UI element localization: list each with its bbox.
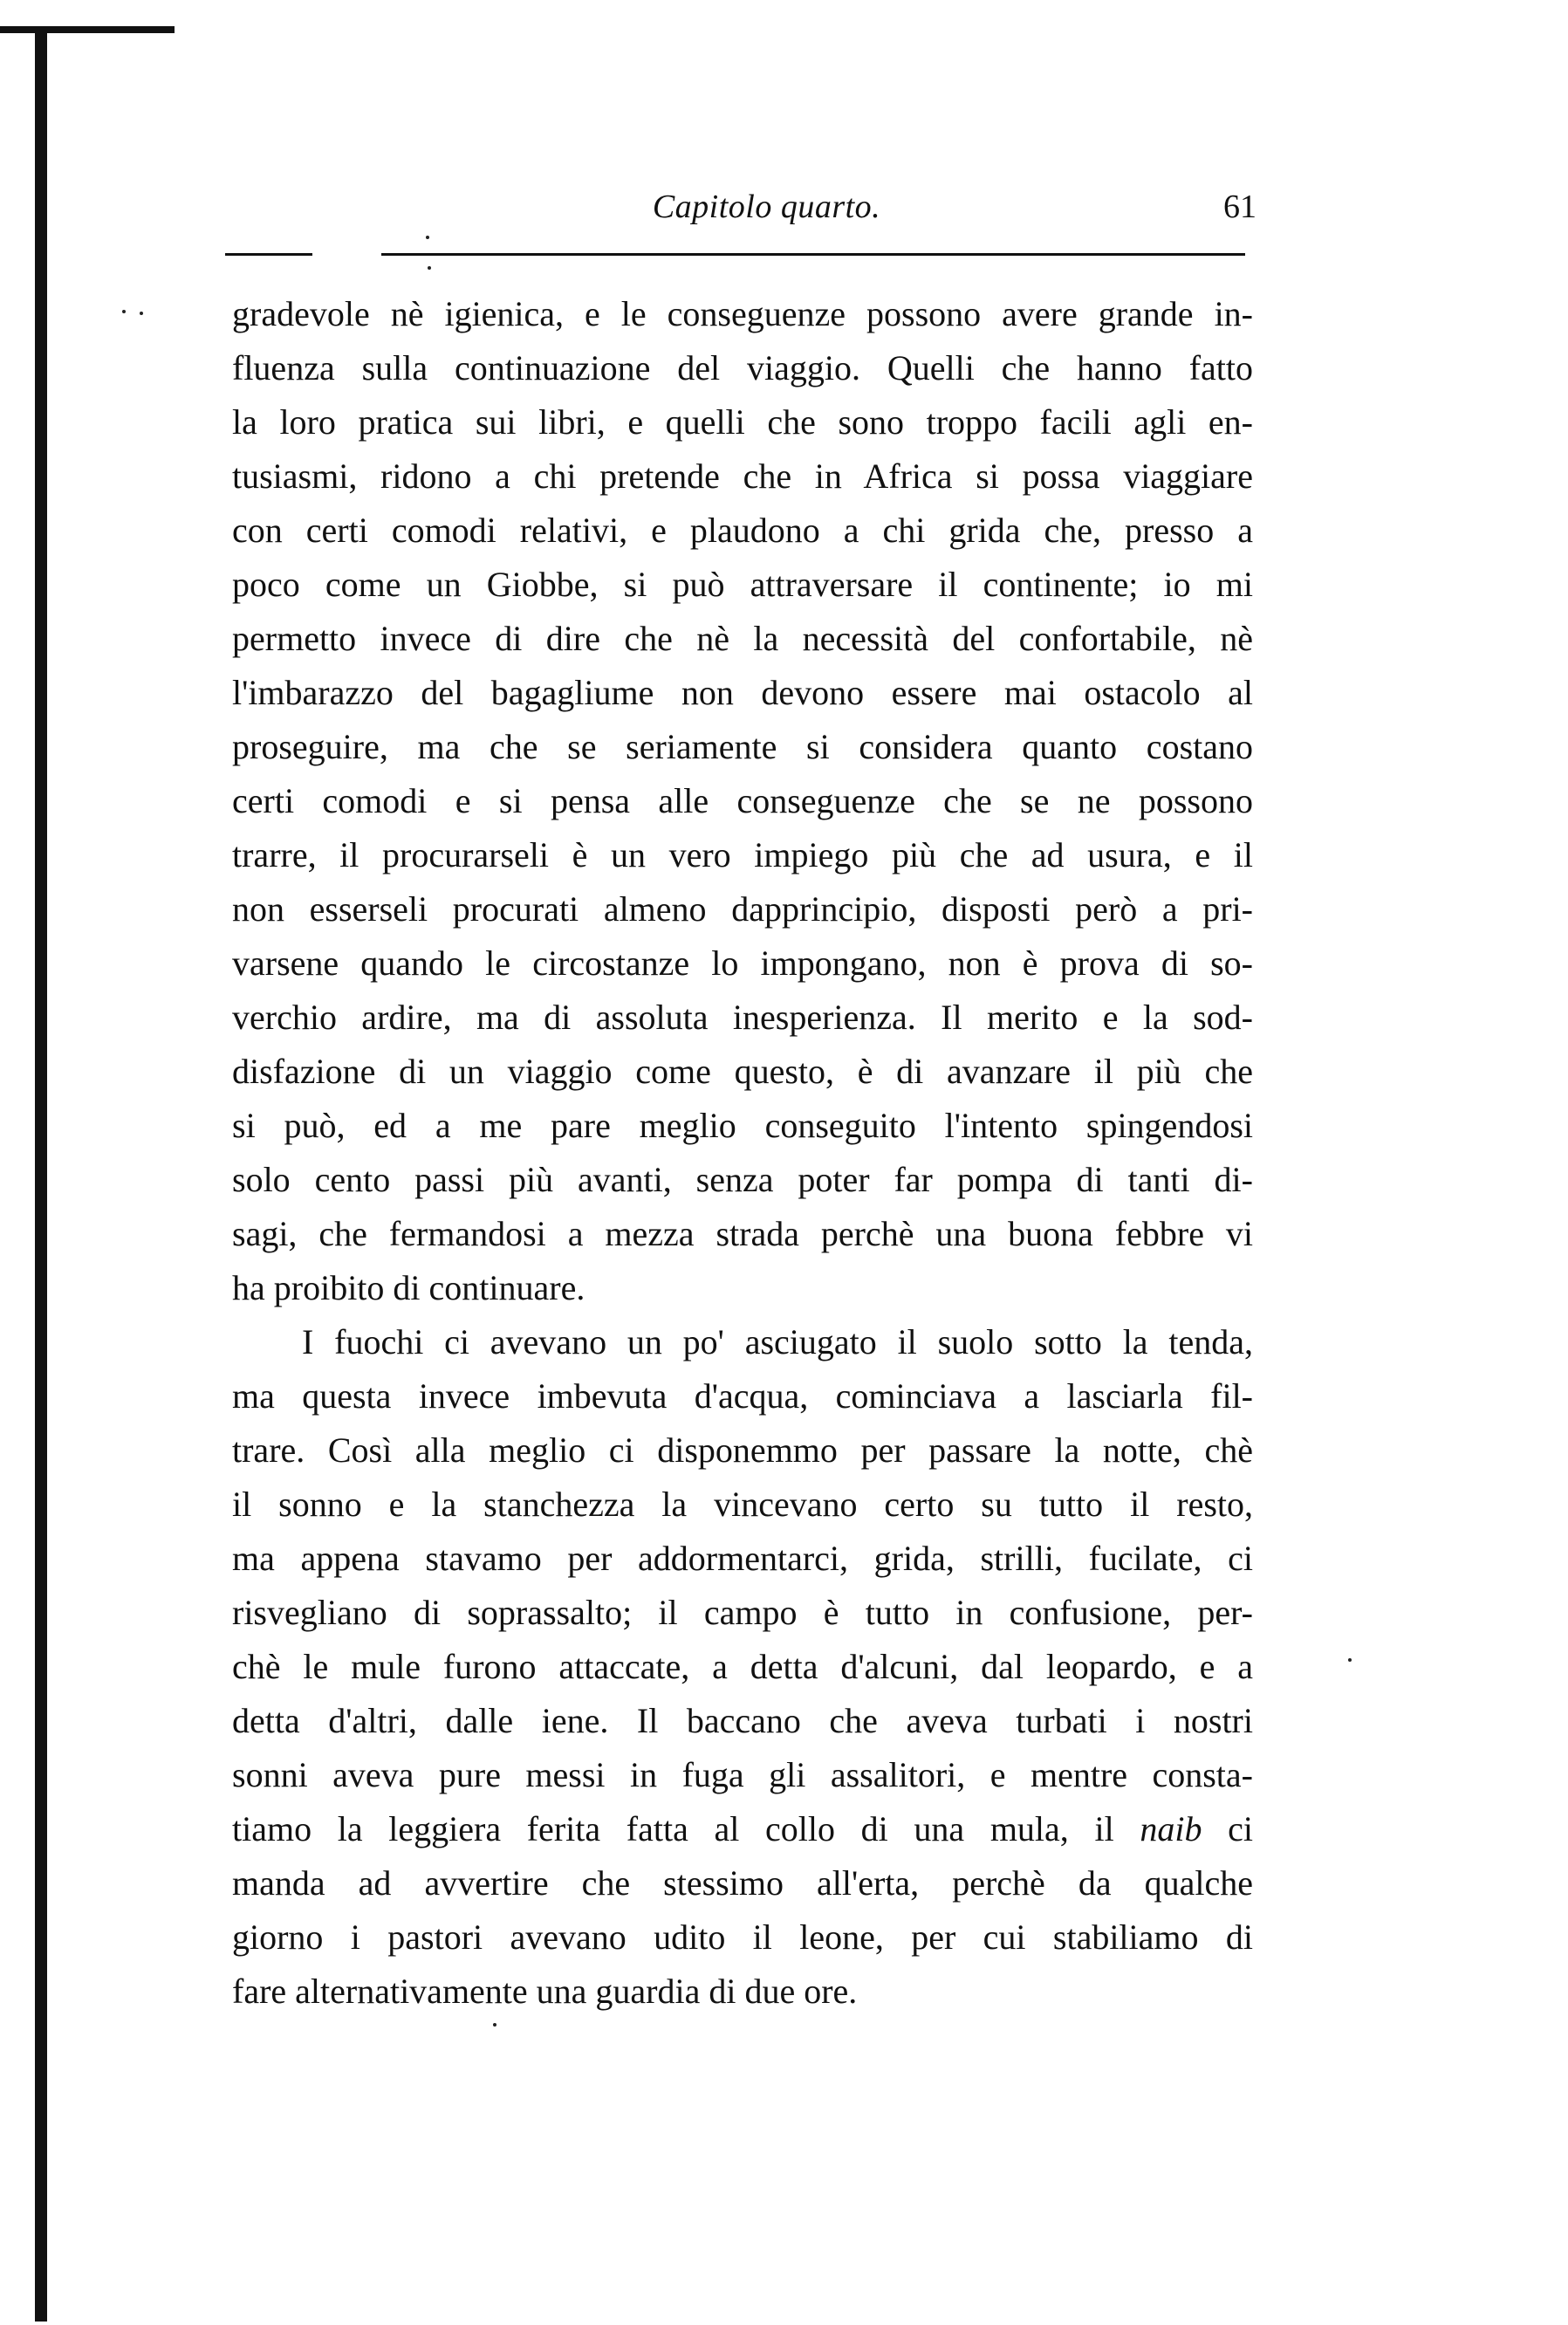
binding-edge xyxy=(35,26,47,2322)
text-line: gradevole nè igienica, e le conseguenze possono avere grande in- xyxy=(232,294,1253,333)
text-line: ma appena stavamo per addormentarci, grida, strilli, fucilate, ci xyxy=(232,1539,1253,1578)
text-line: il sonno e la stanchezza la vincevano certo su tutto il resto, xyxy=(232,1485,1253,1524)
print-speck xyxy=(140,312,143,315)
text-line: detta d'altri, dalle iene. Il baccano che aveva turbati i nostri xyxy=(232,1701,1253,1740)
text-line: sagi, che fermandosi a mezza strada perchè una buona febbre vi xyxy=(232,1214,1253,1253)
text-line: con certi comodi relativi, e plaudono a chi grida che, presso a xyxy=(232,511,1253,550)
text-line: giorno i pastori avevano udito il leone, per cui stabiliamo di xyxy=(232,1917,1253,1957)
running-title xyxy=(0,188,1568,226)
text-line: fare alternativamente una guardia di due ore. xyxy=(232,1972,858,2011)
text-line: l'imbarazzo del bagagliume non devono essere mai ostacolo al xyxy=(232,673,1253,712)
print-speck xyxy=(122,310,126,313)
text-segment: ci xyxy=(1202,1809,1253,1848)
text-line: permetto invece di dire che nè la necessità del confortabile, nè xyxy=(232,619,1253,658)
text-line: certi comodi e si pensa alle conseguenze che se ne possono xyxy=(232,781,1253,820)
print-speck xyxy=(493,2023,496,2027)
text-segment: tiamo la leggiera ferita fatta al collo di una mula, il xyxy=(232,1809,1140,1848)
text-line: I fuochi ci avevano un po' asciugato il suolo sotto la tenda, xyxy=(302,1322,1253,1361)
print-speck xyxy=(426,236,429,239)
text-line: non esserseli procurati almeno dapprincipio, disposti però a pri- xyxy=(232,889,1253,929)
header-rule-short xyxy=(225,253,312,256)
text-line: si può, ed a me pare meglio conseguito l'intento spingendosi xyxy=(232,1106,1253,1145)
italic-term: naib xyxy=(1140,1809,1202,1848)
text-line: disfazione di un viaggio come questo, è di avanzare il più che xyxy=(232,1052,1253,1091)
text-line: ha proibito di continuare. xyxy=(232,1268,585,1307)
text-line: poco come un Giobbe, si può attraversare il continente; io mi xyxy=(232,565,1253,604)
text-line: trare. Così alla meglio ci disponemmo per passare la notte, chè xyxy=(232,1430,1253,1470)
text-line: tusiasmi, ridono a chi pretende che in Africa si possa viaggiare xyxy=(232,456,1253,496)
print-speck xyxy=(1348,1658,1352,1662)
text-line: sonni aveva pure messi in fuga gli assalitori, e mentre consta- xyxy=(232,1755,1253,1794)
running-title-text: Capitolo quarto. xyxy=(652,189,881,225)
text-line xyxy=(232,1802,1253,1856)
text-line: ma questa invece imbevuta d'acqua, cominciava a lasciarla fil- xyxy=(232,1376,1253,1416)
text-line: manda ad avvertire che stessimo all'erta, perchè da qualche xyxy=(232,1863,1253,1903)
binding-edge-top xyxy=(0,26,175,33)
text-line: proseguire, ma che se seriamente si considera quanto costano xyxy=(232,727,1253,766)
text-line: fluenza sulla continuazione del viaggio. Quelli che hanno fatto xyxy=(232,348,1253,388)
print-speck xyxy=(428,266,431,270)
text-line: trarre, il procurarseli è un vero impiego più che ad usura, e il xyxy=(232,835,1253,874)
header-rule xyxy=(381,253,1245,256)
text-line: verchio ardire, ma di assoluta inesperienza. Il merito e la sod- xyxy=(232,998,1253,1037)
text-line: varsene quando le circostanze lo impongano, non è prova di so- xyxy=(232,943,1253,983)
text-line: risvegliano di soprassalto; il campo è tutto in confusione, per- xyxy=(232,1593,1253,1632)
page-number: 61 xyxy=(1223,189,1256,225)
text-line: solo cento passi più avanti, senza poter far pompa di tanti di- xyxy=(232,1160,1253,1199)
text-line: chè le mule furono attaccate, a detta d'alcuni, dal leopardo, e a xyxy=(232,1647,1253,1686)
text-line: la loro pratica sui libri, e quelli che sono troppo facili agli en- xyxy=(232,402,1253,442)
